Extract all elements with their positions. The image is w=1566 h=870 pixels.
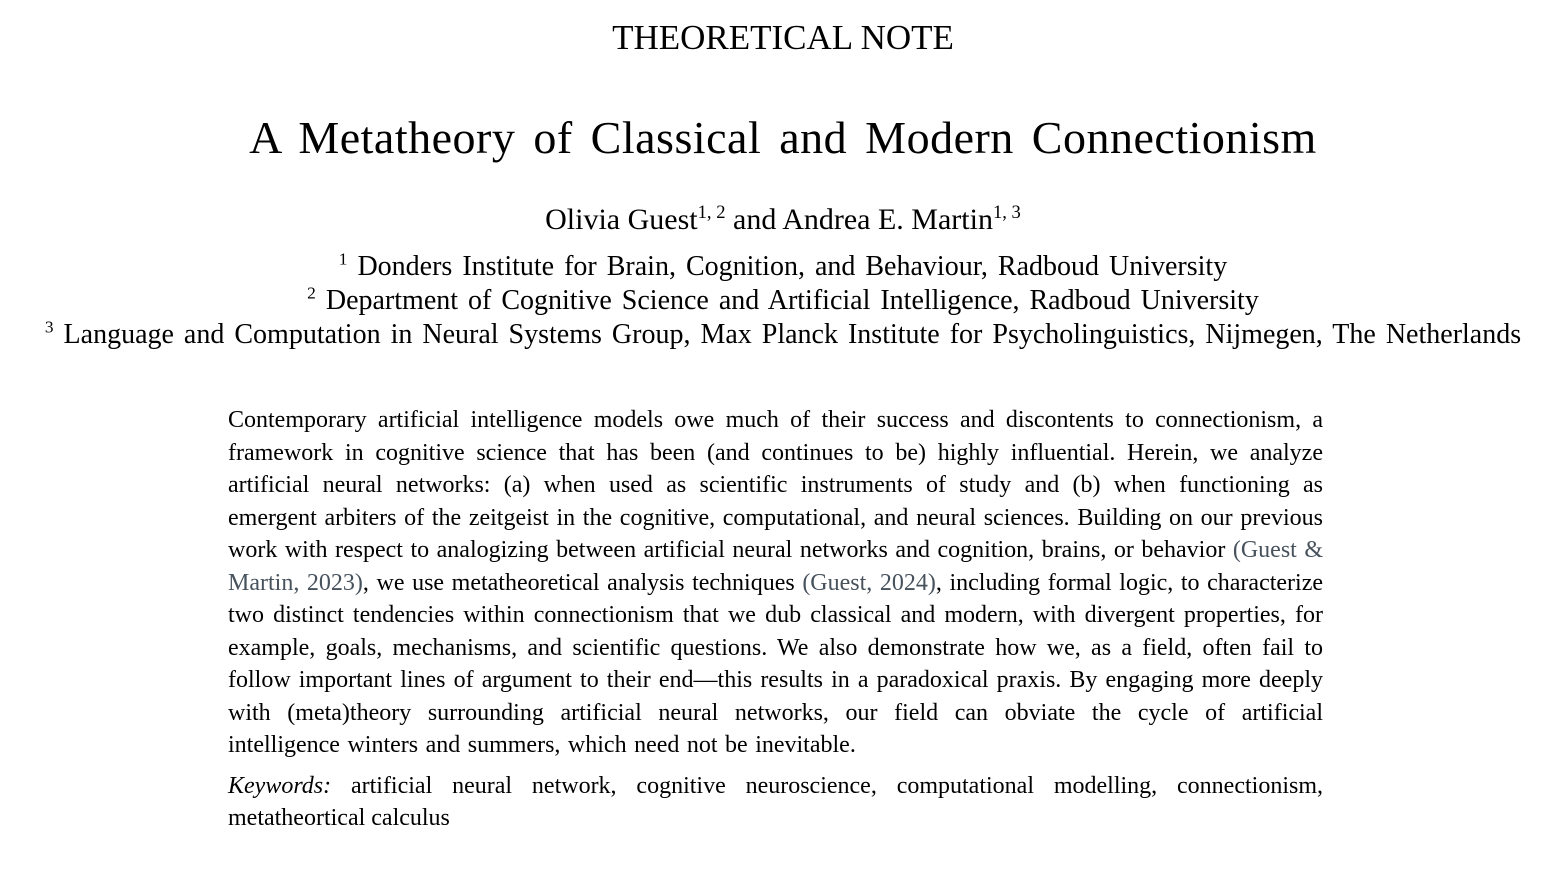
affiliation-3-sup: 3 [44, 317, 54, 337]
affiliation-2-text: Department of Cognitive Science and Artificial Intelligence, Radboud University [315, 285, 1259, 316]
abstract-text-1: Contemporary artificial intelligence models owe much of their success and discontents to connectionism, a framework in cognitive science that has been (and continues to be) highly influential. Herein, we analyze artificial neural networks: (a) when used as scientific instruments of study and (b) when functioning as emergent arbiters of the zeitgeist in the cognitive, computational, and neural sciences. Building on our previous work with respect to analogizing between artificial neural networks and cognition, brains, or behavior [228, 407, 1323, 563]
paper-title: A Metatheory of Classical and Modern Connectionism [249, 112, 1317, 163]
authors-line [0, 200, 1566, 240]
citation-guest-2024[interactable]: (Guest, 2024) [802, 569, 936, 596]
keywords-line [228, 770, 1323, 835]
abstract-paragraph [228, 404, 1323, 762]
article-type-label: THEORETICAL NOTE [612, 18, 954, 57]
abstract-text-2: , we use metatheoretical analysis techniques [362, 569, 803, 596]
author-name-1: Olivia Guest [545, 203, 698, 236]
affiliation-2-sup: 2 [307, 283, 316, 303]
keywords-text: artificial neural network, cognitive neuroscience, computational modelling, connectionism, metatheortical calculus [228, 772, 1323, 831]
author-1-affiliation-sup: 1, 2 [697, 202, 726, 223]
author-name-2: Andrea E. Martin [782, 203, 993, 236]
affiliation-3-text: Language and Computation in Neural Systems Group, Max Planck Institute for Psycholinguistics, Nijmegen, The Netherlands [53, 319, 1522, 350]
keywords-label: Keywords: [228, 772, 332, 799]
affiliation-2 [0, 284, 1566, 318]
affiliations-block [0, 250, 1566, 352]
author-2-affiliation-sup: 1, 3 [992, 202, 1021, 223]
affiliation-1-text: Donders Institute for Brain, Cognition, and Behaviour, Radboud University [347, 251, 1228, 282]
abstract-section [228, 404, 1323, 835]
citation-guest-martin-2023[interactable]: (Guest & Martin, 2023) [228, 537, 1324, 596]
affiliation-1 [0, 250, 1566, 284]
affiliation-1-sup: 1 [338, 249, 348, 269]
affiliation-3 [0, 318, 1566, 352]
authors-connector: and [725, 203, 783, 236]
abstract-text-3: , including formal logic, to characterize two distinct tendencies within connectionism that we dub classical and modern, with divergent properties, for example, goals, mechanisms, and scientific questions. We also demonstrate how we, as a field, often fail to follow important lines of argument to their end—this results in a paradoxical praxis. By engaging more deeply with (meta)theory surrounding artificial neural networks, our field can obviate the cycle of artificial intelligence winters and summers, which need not be inevitable. [228, 569, 1324, 758]
